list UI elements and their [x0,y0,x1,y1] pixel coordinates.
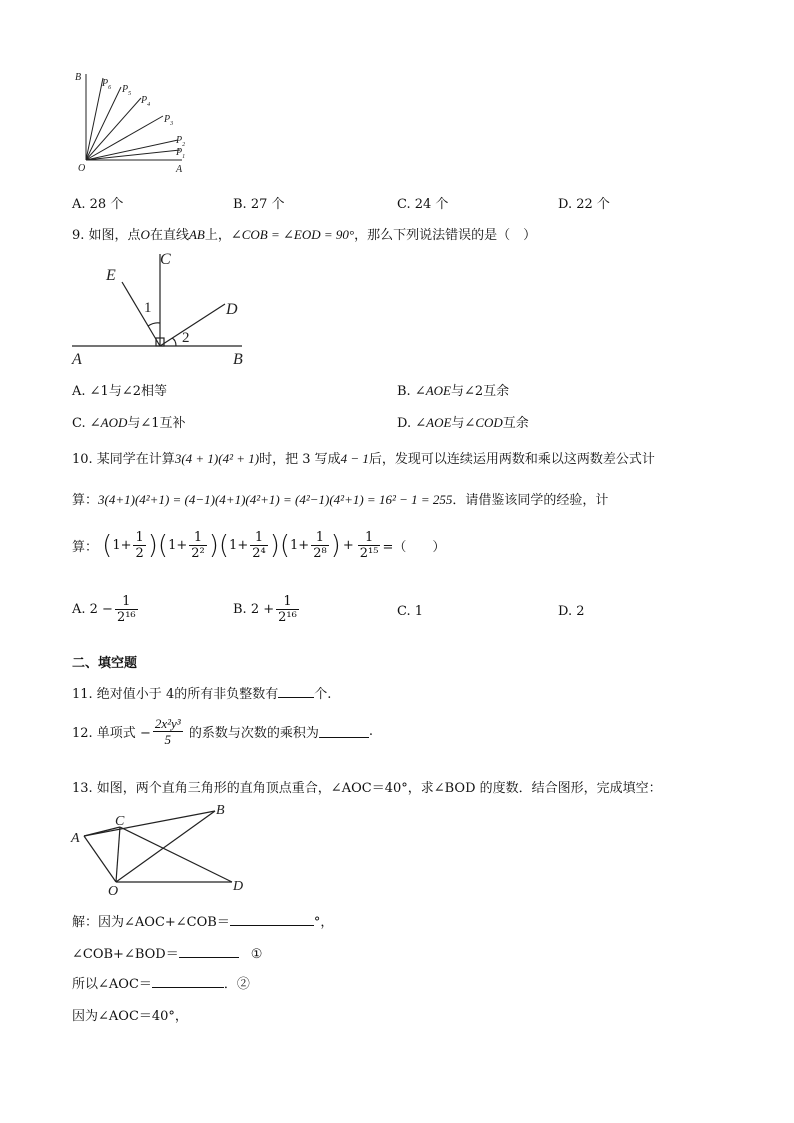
q10-option-a: A. 2 − $\frac{1}{\text{2¹⁶}}$ [72,594,136,625]
label-p5: $P_5$ [122,84,132,97]
q10-option-c: C. 1 [397,604,424,619]
label-b: B [233,351,243,368]
q10-stem-line2: 算：3(4+1)(4²+1) = (4−1)(4+1)(4²+1) = (4²−1)(4²+1) = 16² − 1 = 255．请借鉴该同学的经验，计 [72,492,609,508]
label-a: A [176,164,183,174]
q10-stem-line1: 10. 某同学在计算3(4 + 1)(4² + 1)时，把 3 写成4 − 1后，发现可以连续运用两数和乘以这两数差公式计 [72,451,655,467]
segment-cd [120,827,232,882]
label-angle-2: 2 [182,330,190,346]
q8-option-d: D. 22 个 [558,197,610,212]
q12-answer-blank[interactable] [319,725,369,738]
fraction-1-2pow16-a: $\frac{1}{\text{2¹⁶}}$ [116,594,136,625]
q13-step2: ∠COB+∠BOD＝ ① [72,947,263,962]
label-o: O [108,884,119,898]
q13-stem: 13. 如图，两个直角三角形的直角顶点重合，∠AOC＝40°，求∠BOD 的度数．结合图形，完成填空： [72,781,662,796]
q13-step3: 所以∠AOC＝ ．② [72,977,250,992]
q13-step4: 因为∠AOC＝40°， [72,1009,188,1024]
fraction-1-2pow8: $\frac{1}{\text{2⁸}}$ [313,530,327,561]
label-o: O [78,163,86,174]
label-d: D [226,301,238,318]
label-b: B [75,72,82,83]
q11-answer-blank[interactable] [278,685,314,698]
label-p4: $P_4$ [141,95,151,108]
q8-option-b: B. 27 个 [233,197,285,212]
label-p1: $P_1$ [176,147,186,160]
q9-figure [70,248,260,370]
fraction-1-2pow16-b: $\frac{1}{\text{2¹⁶}}$ [278,594,297,625]
label-a: A [72,351,82,368]
q8-option-c: C. 24 个 [397,197,449,212]
label-a: A [71,831,80,846]
fraction-1-2pow15: $\frac{1}{\text{2¹⁵}}$ [359,530,379,561]
q13-figure [70,800,250,898]
fraction-1-2sq: $\frac{1}{\text{2²}}$ [191,530,205,561]
label-b: B [216,803,225,818]
q9-option-a: A. ∠1与∠2相等 [72,384,167,399]
q13-blank-1[interactable] [230,913,314,926]
q11: 11. 绝对值小于 4的所有非负整数有 个. [72,687,332,702]
fraction-monomial: $\frac{\text{2x²y³}}{5}$ [154,716,181,747]
label-angle-1: 1 [144,300,152,316]
q13-blank-2[interactable] [179,945,239,958]
ray-od [160,304,225,346]
q9-option-c: C. ∠AOD与∠1互补 [72,415,186,431]
q10-option-d: D. 2 [558,604,585,619]
label-c: C [115,814,125,829]
segment-ob [116,811,215,882]
ray-op4 [86,98,141,160]
label-p2: $P_2$ [176,135,186,148]
q8-option-a: A. 28 个 [72,197,124,212]
ray-op2 [86,140,178,160]
q10-expression: 算： (1+ $\frac{1}{2}$ )(1+ $\frac{1}{\text{2²}}$ )(1+ $\frac{1}{\text{2⁴}}$ )(1+ $\frac{1}{\text{2⁸}}$ ) + $\frac{1}{\text{2¹⁵}}$ =（ ） [72,530,446,561]
fraction-1-2: $\frac{1}{2}$ [135,530,144,561]
q12: 12. 单项式 − $\frac{\text{2x²y³}}{5}$ 的系数与次数的乘积为 . [72,716,373,747]
q9-option-b: B. ∠AOE与∠2互余 [397,383,510,399]
angle-2-arc [172,338,176,346]
segment-ab [84,811,215,836]
fraction-1-2pow4: $\frac{1}{\text{2⁴}}$ [252,530,266,561]
q10-option-b: B. 2 + $\frac{1}{\text{2¹⁶}}$ [233,594,297,625]
label-p6: $P_6$ [102,78,112,91]
label-d: D [233,879,244,894]
q8-figure [70,68,200,174]
q13-step1: 解：因为∠AOC+∠COB＝ °， [72,915,334,930]
label-c: C [160,251,171,268]
segment-co [116,827,120,882]
label-e: E [106,267,116,284]
angle-1-arc [148,323,160,326]
q9-stem: 9. 如图，点O在直线AB上，∠COB = ∠EOD = 90°，那么下列说法错误的是（ ） [72,227,537,243]
ray-op5 [86,87,121,160]
ray-op6 [86,78,103,160]
section-fill-in-blank: 二、填空题 [72,656,138,671]
q9-option-d: D. ∠AOE与∠COD互余 [397,415,529,431]
ray-oe [122,282,160,346]
label-p3: $P_3$ [164,114,174,127]
q13-blank-3[interactable] [152,975,224,988]
segment-ao [84,836,116,882]
